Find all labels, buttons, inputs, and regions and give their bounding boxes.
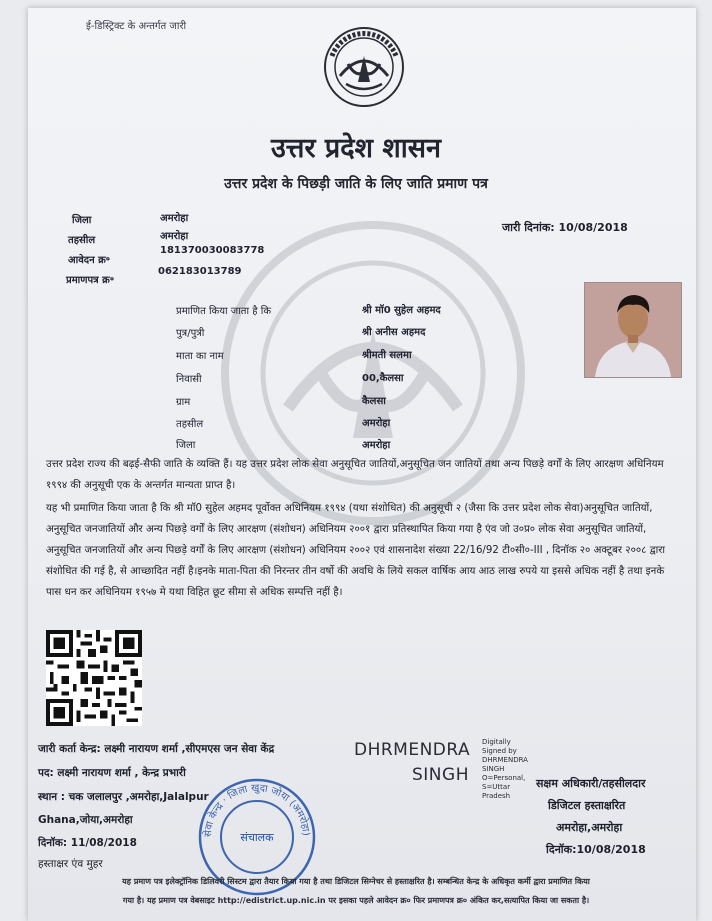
certificate-number: 062183013789 <box>158 266 242 277</box>
authority-place: अमरोहा,अमरोहा <box>556 821 623 834</box>
authority-digital-sign: डिजिटल हस्ताक्षरित <box>548 799 626 812</box>
detail-value-tehsil: अमरोहा <box>362 418 391 429</box>
bottom-note-line2: गया है। यह प्रमाण पत्र वेबसाइट http://edistrict.up.nic.in पर इसका पहले आवेदन क्र० फिर प्रमाणपत्र क्र० अंकित कर,सत्यापित किया जा सकता है। <box>122 896 590 905</box>
qr-code <box>46 630 142 726</box>
certificate-subtitle: उत्तर प्रदेश के पिछड़ी जाति के लिए जाति प्रमाण पत्र <box>224 176 488 192</box>
applicant-photo <box>584 282 682 378</box>
svg-text:सेवा केन्द्र · जिला खुदा जोया <box>202 783 311 837</box>
state-emblem-icon <box>318 26 410 108</box>
issuer-place-line2: Ghana,जोया,अमरोहा <box>38 814 133 826</box>
certification-paragraph: यह भी प्रमाणित किया जाता है कि श्री मॉ0 सुहेल अहमद पूर्वोक्त अधिनियम १९९४ (यथा संशोधित) की अनुसूची २ (जैसा कि उत्तर प्रदेश लोक सेवा)अनुसूचित जातियों, अनुसूचित जनजातियों और अन्य पिछड़े वर्गों के लिए आरक्षण (संशोधन) अधिनियम २००१ द्वारा प्रतिस्थापित किया गया है एंव जो उ०प्र० लोक सेवा अनुसूचित जातियों, अनुसूचित जनजातियों और अन्य पिछड़े वर्गों के लिए आरक्षण (संशोधन) अधिनियम २००२ एवं शासनादेश संख्या 22/16/92 टी०सी०-III , दिनॉक २० अक्टूबर २००८ द्वारा संशोधित की गई है, से आच्छादित नहीं है।इनके माता-पिता की निरन्तर तीन वर्षो की अवधि के लिये सकल वार्षिक आय आठ लाख रुपये या इससे अधिक नहीं है तथा इनके पास धन कर अधिनियम १९५७ मे यथा विहित छूट सीमा से अधिक सम्पत्ति नहीं है। <box>46 503 666 598</box>
tehsil-value: अमरोहा <box>160 231 189 242</box>
detail-label-resident: निवासी <box>176 374 202 385</box>
issuer-post: पद: लक्ष्मी नारायण शर्मा , केन्द्र प्रभारी <box>38 767 186 779</box>
detail-value-father: श्री अनीस अहमद <box>362 327 426 338</box>
authority-title: सक्षम अधिकारी/तहसीलदार <box>536 777 646 790</box>
issuer-date: दिनॉक: 11/08/2018 <box>38 837 137 849</box>
detail-value-resident: 00,कैलसा <box>362 373 404 384</box>
detail-label-son-of: पुत्र/पुत्री <box>176 328 205 339</box>
digital-signer-surname: SINGH <box>412 765 469 785</box>
issuing-centre: जारी कर्ता केन्द्र: लक्ष्मी नारायण शर्मा ,सीएमएस जन सेवा केंद्र <box>38 743 275 755</box>
bottom-note-line1: यह प्रमाण पत्र इलेक्ट्रॉनिक डिलिवरी सिस्टम द्वारा तैयार किया गया है तथा डिजिटल सिग्नेचर से हस्ताक्षरित है। सम्बन्धित केन्द्र के अधिकृत कर्मी द्वारा प्रमाणित किया <box>122 877 590 886</box>
header-note: ई-डिस्ट्रिक्ट के अन्तर्गत जारी <box>86 21 187 32</box>
detail-label-village: ग्राम <box>176 397 191 408</box>
detail-label-mother: माता का नाम <box>176 351 224 362</box>
stamp-inner-text: संचालक <box>240 831 274 844</box>
certificate-number-label: प्रमाणपत्र क्र॰ <box>66 275 115 286</box>
certificate-title: उत्तर प्रदेश शासन <box>271 133 441 164</box>
district-label: जिला <box>72 215 92 226</box>
caste-paragraph: उत्तर प्रदेश राज्य की बढ़ई-सैफी जाति के व्यक्ति हैं। यह उत्तर प्रदेश लोक सेवा अनुसूचित जातियों,अनुसूचित जन जातियों तथा अन्य पिछड़े वर्गों के लिए आरक्षण अधिनियम १९९४ की अनुसूची एक के अन्तर्गत मान्यता प्राप्त है। <box>46 459 664 491</box>
application-label: आवेदन क्र॰ <box>68 255 111 266</box>
authority-date: दिनॉक:10/08/2018 <box>546 843 646 856</box>
detail-value-mother: श्रीमती सलमा <box>362 350 412 361</box>
district-value: अमरोहा <box>160 213 189 224</box>
detail-label-tehsil: तहसील <box>176 419 204 430</box>
issue-date: जारी दिनांक: 10/08/2018 <box>502 221 628 234</box>
detail-label-certified: प्रमाणित किया जाता है कि <box>176 306 272 317</box>
application-number: 181370030083778 <box>160 245 265 256</box>
issuer-place: स्थान : चक जलालपुर ,अमरोहा,Jalalpur <box>38 791 209 803</box>
detail-label-district: जिला <box>176 440 196 451</box>
signature-seal-label: हस्ताक्षर एंव मुहर <box>38 858 103 870</box>
digital-signature-details: Digitally Signed by DHRMENDRA SINGH O=Personal, S=Uttar Pradesh <box>482 738 528 800</box>
tehsil-label: तहसील <box>68 235 96 246</box>
stamp-outer-text: सेवा केन्द्र · जिला खुदा जोया (अमरोहा) <box>202 782 312 838</box>
detail-value-name: श्री मॉ0 सुहेल अहमद <box>362 305 441 316</box>
detail-value-district: अमरोहा <box>362 440 391 451</box>
detail-value-village: कैलसा <box>362 396 386 407</box>
digital-signer-name: DHRMENDRA <box>354 740 471 760</box>
